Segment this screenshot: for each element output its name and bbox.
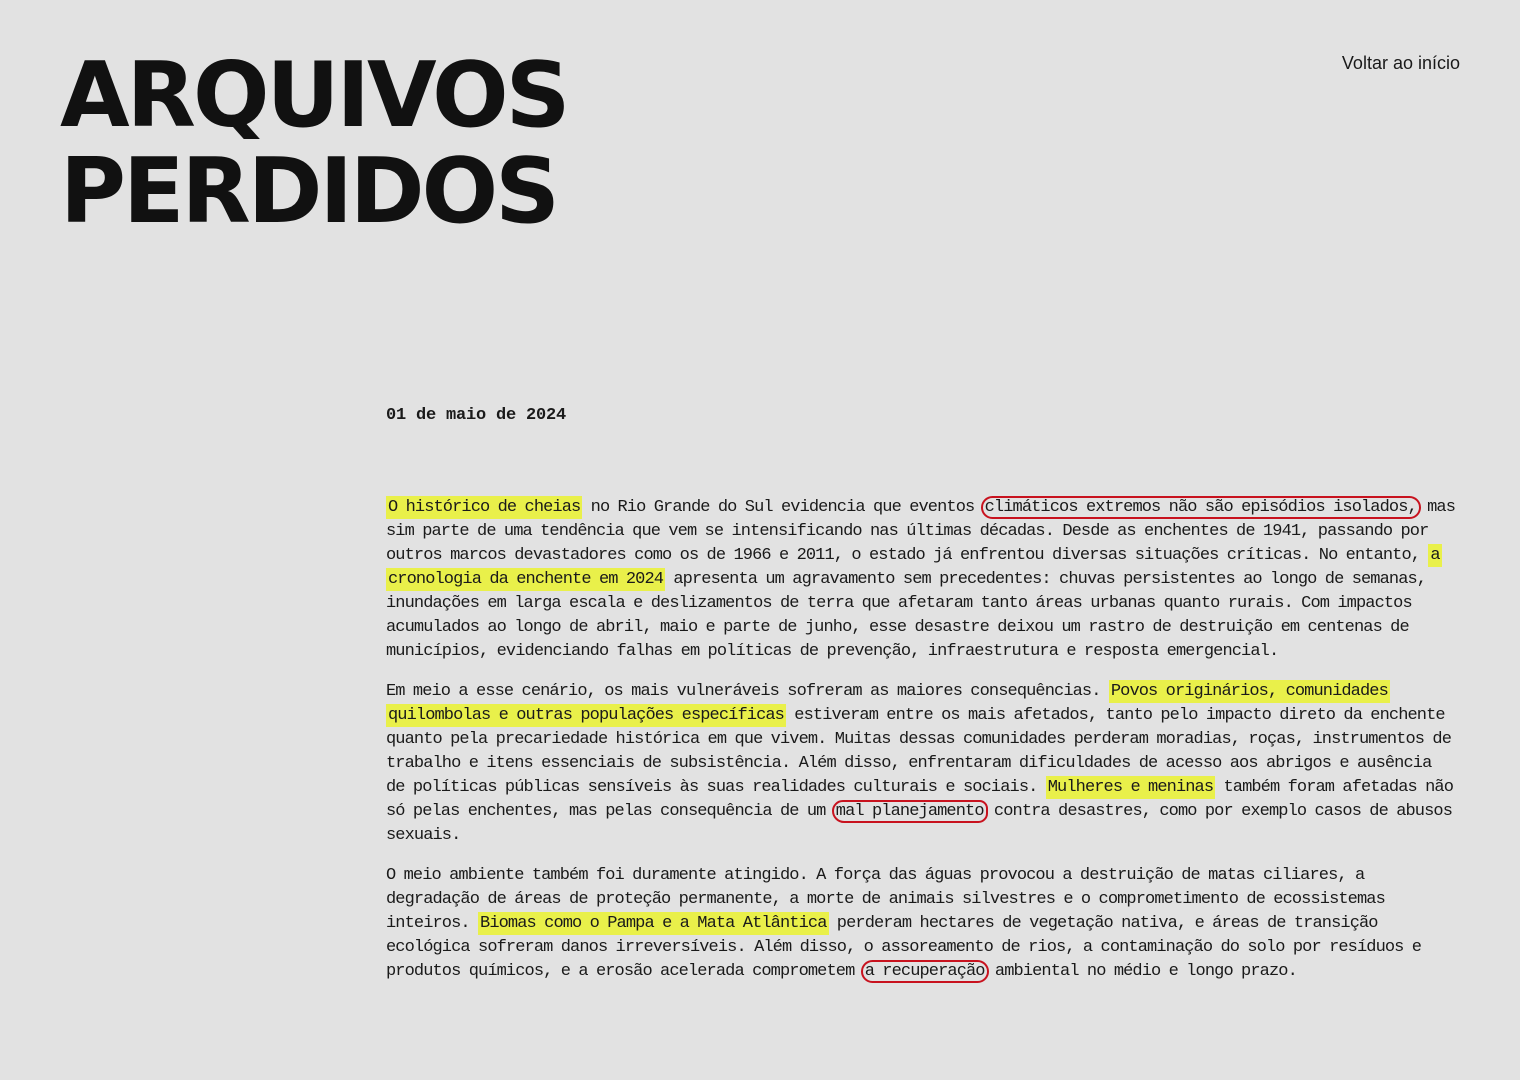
body-text: ambiental no médio e longo prazo. [986, 962, 1297, 981]
body-text: mas sim parte de uma tendência que vem se intensificando nas últimas décadas. Desde as enchentes de 1941, passando por outros marcos devastadores como os de 1966 e 2011, o estado já enfrentou diversas situações críticas. No entanto, [386, 498, 1456, 565]
body-text: apresenta um agravamento sem precedentes: chuvas persistentes ao longo de semanas, inundações em larga escala e deslizamentos de terra que afetaram tanto áreas urbanas quanto rurais. Com impactos acumulados ao longo de abril, maio e parte de junho, esse desastre deixou um rastro de destruição em centenas de municípios, evidenciando falhas em políticas de prevenção, infraestrutura e resposta emergencial. [386, 570, 1427, 661]
circled-annotation: climáticos extremos não são episódios isolados, [981, 496, 1421, 519]
site-title [60, 43, 568, 244]
body-text: O meio ambiente também foi duramente atingido. A força das águas provocou a destruição de matas ciliares, a degradação de áreas de proteção permanente, a morte de animais silvestres e o comprometimento de ecossistemas inteiros. [386, 866, 1385, 933]
highlighted-text: Povos originários, comunidades quilombolas e outras populações específicas [388, 682, 1388, 725]
body-text: no Rio Grande do Sul evidencia que eventos [582, 498, 983, 517]
body-text: Em meio a esse cenário, os mais vulneráveis sofreram as maiores consequências. [386, 682, 1109, 701]
paragraph-3 [386, 864, 1456, 984]
paragraph-1 [386, 496, 1456, 664]
site-title-line-1: ARQUIVOS [60, 43, 568, 148]
article [386, 404, 1456, 1000]
highlighted-text: Biomas como o Pampa e a Mata Atlântica [480, 914, 827, 933]
circled-annotation: mal planejamento [832, 800, 988, 823]
highlighted-text: Mulheres e meninas [1047, 778, 1214, 797]
site-title-line-2: PERDIDOS [60, 139, 557, 244]
body-text: também foram afetadas não só pelas enchentes, mas pelas consequência de um [386, 778, 1454, 821]
body-text: estiveram entre os mais afetados, tanto pelo impacto direto da enchente quanto pela precariedade histórica em que vivem. Muitas dessas comunidades perderam moradias, roças, instrumentos de trabalho e itens essenciais de subsistência. Além disso, enfrentaram dificuldades de acesso aos abrigos e ausência de políticas públicas sensíveis às suas realidades culturais e sociais. [386, 706, 1451, 797]
circled-annotation: a recuperação [861, 960, 989, 983]
back-to-home-link[interactable]: Voltar ao início [1341, 53, 1460, 73]
paragraph-2 [386, 680, 1456, 848]
highlighted-text: O histórico de cheias [388, 498, 581, 517]
body-text: perderam hectares de vegetação nativa, e áreas de transição ecológica sofreram danos irreversíveis. Além disso, o assoreamento de rios, a contaminação do solo por resíduos e produtos químicos, e a erosão acelerada comprometem [386, 914, 1422, 981]
body-text: contra desastres, como por exemplo casos de abusos sexuais. [386, 802, 1453, 845]
article-date: 01 de maio de 2024 [386, 406, 567, 425]
highlighted-text: a cronologia da enchente em 2024 [388, 546, 1440, 589]
